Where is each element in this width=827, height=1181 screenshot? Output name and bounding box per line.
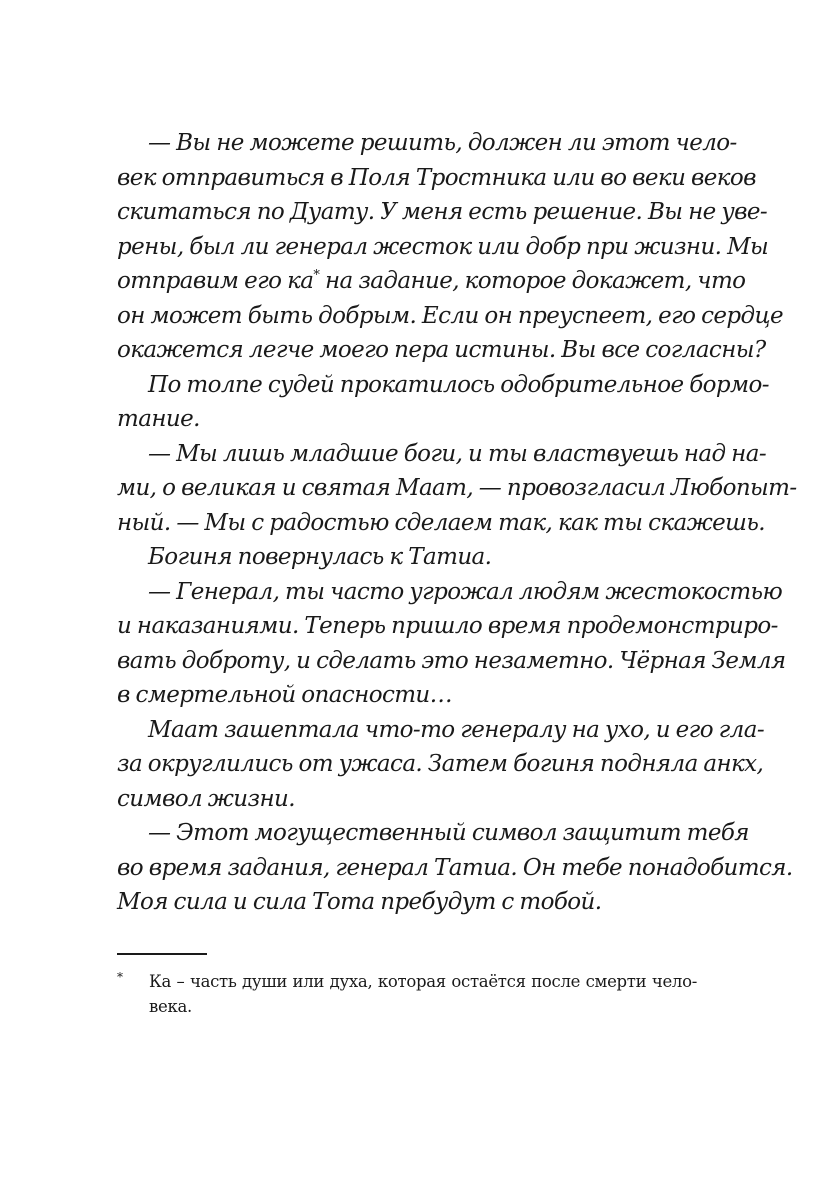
text-line-content: Моя сила и сила Тота пребудут с тобой. [117, 889, 602, 915]
text-line [117, 713, 765, 748]
text-line-continuation: на задание, которое докажет, что [319, 268, 746, 294]
text-line-content: и наказаниями. Теперь пришло время продемонстриро- [117, 613, 778, 639]
text-line [117, 644, 786, 679]
text-line [117, 437, 767, 472]
text-line-content: ми, о великая и святая Маат, — провозгласил Любопыт- [117, 475, 797, 501]
text-line [117, 575, 783, 610]
text-line [117, 299, 783, 334]
text-line [117, 506, 765, 541]
text-line [117, 816, 749, 851]
text-line-content: — Мы лишь младшие боги, и ты властвуешь над на- [148, 440, 767, 467]
footnote-line: Ка – часть души или духа, которая остаётся после смерти чело- [149, 972, 697, 991]
text-line-content: за округлились от ужаса. Затем богиня подняла анкх, [117, 751, 764, 777]
footnote [117, 969, 697, 1019]
text-line [117, 851, 793, 886]
text-line-content: тание. [117, 406, 200, 432]
main-text [117, 126, 797, 920]
text-line-content: в смертельной опасности… [117, 682, 453, 708]
text-line [117, 678, 697, 713]
text-line [117, 885, 697, 920]
text-line-content: рены, был ли генерал жесток или добр при жизни. Мы [117, 233, 769, 260]
text-line-content: ный. — Мы с радостью сделаем так, как ты скажешь. [117, 509, 765, 536]
text-line-content: во время задания, генерал Татиа. Он тебе понадобится. [117, 854, 793, 881]
text-line [117, 782, 697, 817]
text-line-content: символ жизни. [117, 785, 295, 812]
footnote-line: века. [149, 997, 192, 1016]
footnote-reference: * [313, 268, 320, 283]
footnote-divider [117, 953, 207, 955]
footnote-text [117, 969, 697, 1019]
text-line [117, 126, 737, 161]
text-line [117, 368, 769, 403]
text-line-content: вать доброту, и сделать это незаметно. Чёрная Земля [117, 647, 786, 674]
text-line [117, 195, 768, 230]
footnote-mark: * [117, 970, 123, 984]
text-line-content: По толпе судей прокатилось одобрительное бормо- [148, 371, 769, 398]
text-line-content: Богиня повернулась к Татиа. [148, 544, 492, 570]
text-line-content: окажется легче моего пера истины. Вы все согласны? [117, 337, 766, 363]
text-line [117, 161, 756, 196]
text-line [117, 609, 778, 644]
text-line-content: отправим его ка [117, 268, 314, 294]
text-line [117, 540, 697, 575]
text-line [117, 747, 764, 782]
text-line-content: — Вы не можете решить, должен ли этот чело- [148, 130, 737, 156]
text-line [117, 230, 769, 265]
text-line-content: — Генерал, ты часто угрожал людям жестокостью [148, 578, 783, 605]
text-line [117, 471, 797, 506]
text-line-content: скитаться по Дуату. У меня есть решение. Вы не уве- [117, 199, 768, 225]
text-line-content: век отправиться в Поля Тростника или во веки веков [117, 164, 756, 191]
text-line [117, 333, 766, 368]
text-line [117, 402, 697, 437]
text-line [117, 264, 746, 299]
text-line-content: — Этот могущественный символ защитит тебя [148, 820, 749, 846]
text-line-content: Маат зашептала что-то генералу на ухо, и его гла- [148, 716, 765, 743]
text-line-content: он может быть добрым. Если он преуспеет, его сердце [117, 302, 783, 329]
